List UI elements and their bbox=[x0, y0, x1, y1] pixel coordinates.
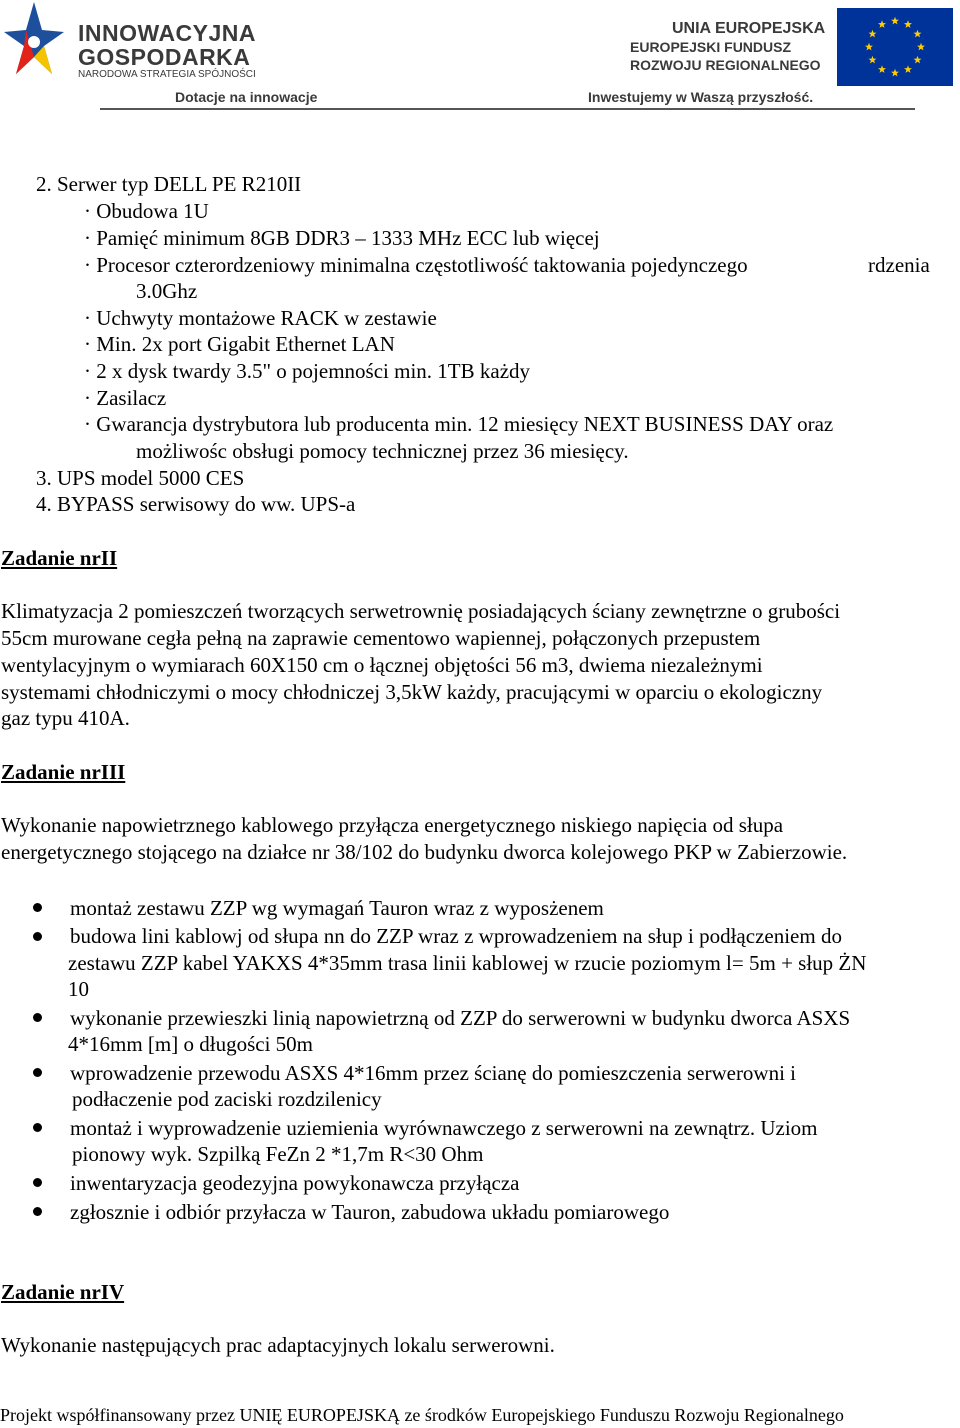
bullet-item-continued: podłaczenie pod zaciski rozdzilenicy bbox=[72, 1087, 382, 1111]
bullet-item: budowa lini kablowj od słupa nn do ZZP wraz z wprowadzeniem na słup i podłączeniem do bbox=[70, 924, 842, 948]
bullet-icon bbox=[33, 1207, 42, 1216]
bullet-icon bbox=[33, 1068, 42, 1077]
paragraph-line: energetycznego stojącego na działce nr 38/102 do budynku dworca kolejowego PKP w Zabierzowie. bbox=[1, 840, 848, 864]
right-logo-tagline: Inwestujemy w Waszą przyszłość. bbox=[588, 89, 814, 105]
paragraph-line: Wykonanie napowietrznego kablowego przyłącza energetycznego niskiego napięcia od słupa bbox=[1, 813, 784, 837]
bullet-icon bbox=[33, 1178, 42, 1187]
section-heading-zadanie-3: Zadanie nrIII bbox=[1, 760, 126, 784]
bullet-item-continued: 10 bbox=[68, 977, 89, 1001]
left-logo-line3: NARODOWA STRATEGIA SPÓJNOŚCI bbox=[78, 69, 256, 80]
bullet-item: wprowadzenie przewodu ASXS 4*16mm przez ścianę do pomieszczenia serwerowni i bbox=[70, 1061, 797, 1085]
right-logo-line1: UNIA EUROPEJSKA bbox=[672, 20, 826, 37]
right-logo-line2: EUROPEJSKI FUNDUSZ bbox=[630, 39, 792, 55]
server-spec-item: · Zasilacz bbox=[84, 386, 167, 410]
paragraph-line: 55cm murowane cegła pełną na zaprawie cementowo wapiennej, połączonych przepustem bbox=[1, 626, 761, 650]
paragraph-line: Wykonanie następujących prac adaptacyjnych lokalu serwerowni. bbox=[1, 1333, 555, 1357]
bullet-item-continued: zestawu ZZP kabel YAKXS 4*35mm trasa linii kablowej w rzucie poziomym l= 5m + słup ŻN bbox=[68, 951, 867, 975]
list-item-3: 3. UPS model 5000 CES bbox=[36, 466, 245, 490]
list-item-2: 2. Serwer typ DELL PE R210II bbox=[36, 172, 302, 196]
right-logo-line3: ROZWOJU REGIONALNEGO bbox=[630, 57, 821, 73]
server-spec-item-continued: możliwośc obsługi pomocy technicznej przez 36 miesięcy. bbox=[136, 439, 629, 463]
server-spec-item-continued: 3.0Ghz bbox=[136, 279, 198, 303]
server-spec-item: · Uchwyty montażowe RACK w zestawie bbox=[84, 306, 437, 330]
server-spec-item: · Obudowa 1U bbox=[84, 199, 209, 223]
bullet-item: wykonanie przewieszki linią napowietrzną od ZZP do serwerowni w budynku dworca ASXS bbox=[70, 1006, 851, 1030]
bullet-icon bbox=[33, 1013, 42, 1022]
list-item-4: 4. BYPASS serwisowy do ww. UPS-a bbox=[36, 492, 356, 516]
paragraph-line: gaz typu 410A. bbox=[1, 706, 130, 730]
header-divider bbox=[100, 108, 915, 110]
paragraph-line: systemami chłodniczymi o mocy chłodniczej 3,5kW każdy, pracującymi w oparciu o ekologiczny bbox=[1, 680, 823, 704]
server-spec-item: · Gwarancja dystrybutora lub producenta min. 12 miesięcy NEXT BUSINESS DAY oraz bbox=[84, 412, 834, 436]
bullet-item-continued: 4*16mm [m] o długości 50m bbox=[68, 1032, 313, 1056]
bullet-item-continued: pionowy wyk. Szpilką FeZn 2 *1,7m R<30 Ohm bbox=[72, 1142, 484, 1166]
server-spec-item-continued: rdzenia bbox=[868, 253, 930, 277]
left-logo-line1: INNOWACYJNA bbox=[78, 20, 257, 46]
innowacyjna-gospodarka-logo-icon bbox=[4, 2, 64, 84]
eu-flag-icon bbox=[837, 8, 953, 86]
bullet-icon bbox=[33, 1123, 42, 1132]
section-heading-zadanie-2: Zadanie nrII bbox=[1, 546, 118, 570]
left-logo-line2: GOSPODARKA bbox=[78, 44, 251, 70]
bullet-item: zgłosznie i odbiór przyłacza w Tauron, zabudowa układu pomiarowego bbox=[70, 1200, 670, 1224]
server-spec-item: · 2 x dysk twardy 3.5" o pojemności min. 1TB każdy bbox=[84, 359, 531, 383]
bullet-item: montaż zestawu ZZP wg wymagań Tauron wraz z wyposżenem bbox=[70, 896, 604, 920]
paragraph-line: Klimatyzacja 2 pomieszczeń tworzących serwetrownię posiadających ściany zewnętrzne o grubości bbox=[1, 599, 841, 623]
left-logo-tagline: Dotacje na innowacje bbox=[175, 89, 318, 105]
server-spec-item: · Pamięć minimum 8GB DDR3 – 1333 MHz ECC lub więcej bbox=[84, 226, 600, 250]
server-spec-item: · Min. 2x port Gigabit Ethernet LAN bbox=[84, 332, 395, 356]
page-header bbox=[0, 0, 960, 115]
bullet-icon bbox=[33, 903, 42, 912]
page-footer: Projekt współfinansowany przez UNIĘ EUROPEJSKĄ ze środków Europejskiego Funduszu Rozwoju Regionalnego bbox=[0, 1405, 844, 1425]
server-spec-item: · Procesor czterordzeniowy minimalna częstotliwość taktowania pojedynczego bbox=[84, 253, 748, 277]
bullet-icon bbox=[33, 932, 42, 941]
section-heading-zadanie-4: Zadanie nrIV bbox=[1, 1280, 125, 1304]
bullet-item: montaż i wyprowadzenie uziemienia wyrównawczego z serwerowni na zewnątrz. Uziom bbox=[70, 1116, 818, 1140]
bullet-item: inwentaryzacja geodezyjna powykonawcza przyłącza bbox=[70, 1171, 520, 1195]
paragraph-line: wentylacyjnym o wymiarach 60X150 cm o łącznej objętości 56 m3, dwiema niezależnymi bbox=[1, 653, 763, 677]
